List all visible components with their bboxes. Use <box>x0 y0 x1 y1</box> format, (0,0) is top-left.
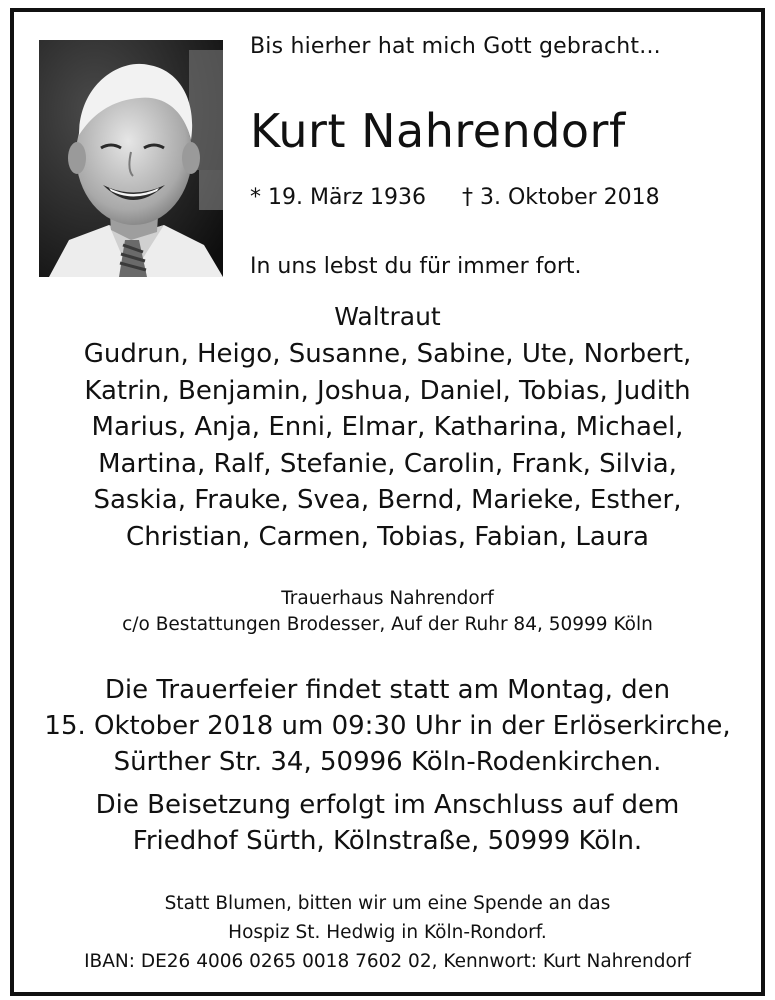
family-names <box>0 336 775 556</box>
burial-info <box>0 787 775 859</box>
death-date: † 3. Oktober 2018 <box>462 185 660 210</box>
donation-line: Hospiz St. Hedwig in Köln-Rondorf. <box>228 922 547 943</box>
family-line: Martina, Ralf, Stefanie, Carolin, Frank, Silvia, <box>98 448 677 479</box>
donation-line: Statt Blumen, bitten wir um eine Spende an das <box>164 893 611 914</box>
deceased-name: Kurt Nahrendorf <box>250 104 626 158</box>
house-address: c/o Bestattungen Brodesser, Auf der Ruhr 84, 50999 Köln <box>122 614 653 635</box>
house-line: Trauerhaus Nahrendorf <box>281 588 494 609</box>
family-line: Gudrun, Heigo, Susanne, Sabine, Ute, Norbert, <box>83 339 692 369</box>
burial-line: Die Beisetzung erfolgt im Anschluss auf dem <box>95 790 680 820</box>
ceremony-info <box>0 672 775 780</box>
family-line: Marius, Anja, Enni, Elmar, Katharina, Michael, <box>91 412 684 443</box>
portrait-photo <box>39 40 223 277</box>
family-line: Saskia, Frauke, Svea, Bernd, Marieke, Esther, <box>93 485 682 516</box>
ceremony-line: 15. Oktober 2018 um 09:30 Uhr in der Erlöserkirche, <box>44 711 731 741</box>
burial-line: Friedhof Sürth, Kölnstraße, 50999 Köln. <box>132 826 643 856</box>
family-line: Katrin, Benjamin, Joshua, Daniel, Tobias, Judith <box>84 375 691 406</box>
donation-info <box>0 889 775 976</box>
mourning-house <box>0 586 775 638</box>
portrait-illustration <box>39 40 223 277</box>
memorial-quote: In uns lebst du für immer fort. <box>250 254 582 279</box>
ceremony-line: Die Trauerfeier findet statt am Montag, den <box>104 675 671 705</box>
ceremony-line: Sürther Str. 34, 50996 Köln-Rodenkirchen. <box>113 747 662 777</box>
family-line: Christian, Carmen, Tobias, Fabian, Laura <box>126 521 649 552</box>
motto: Bis hierher hat mich Gott gebracht... <box>250 34 661 59</box>
birth-date: * 19. März 1936 <box>250 185 427 210</box>
spouse-name: Waltraut <box>334 302 441 331</box>
donation-iban: IBAN: DE26 4006 0265 0018 7602 02, Kennwort: Kurt Nahrendorf <box>84 951 691 972</box>
life-dates <box>250 185 660 210</box>
